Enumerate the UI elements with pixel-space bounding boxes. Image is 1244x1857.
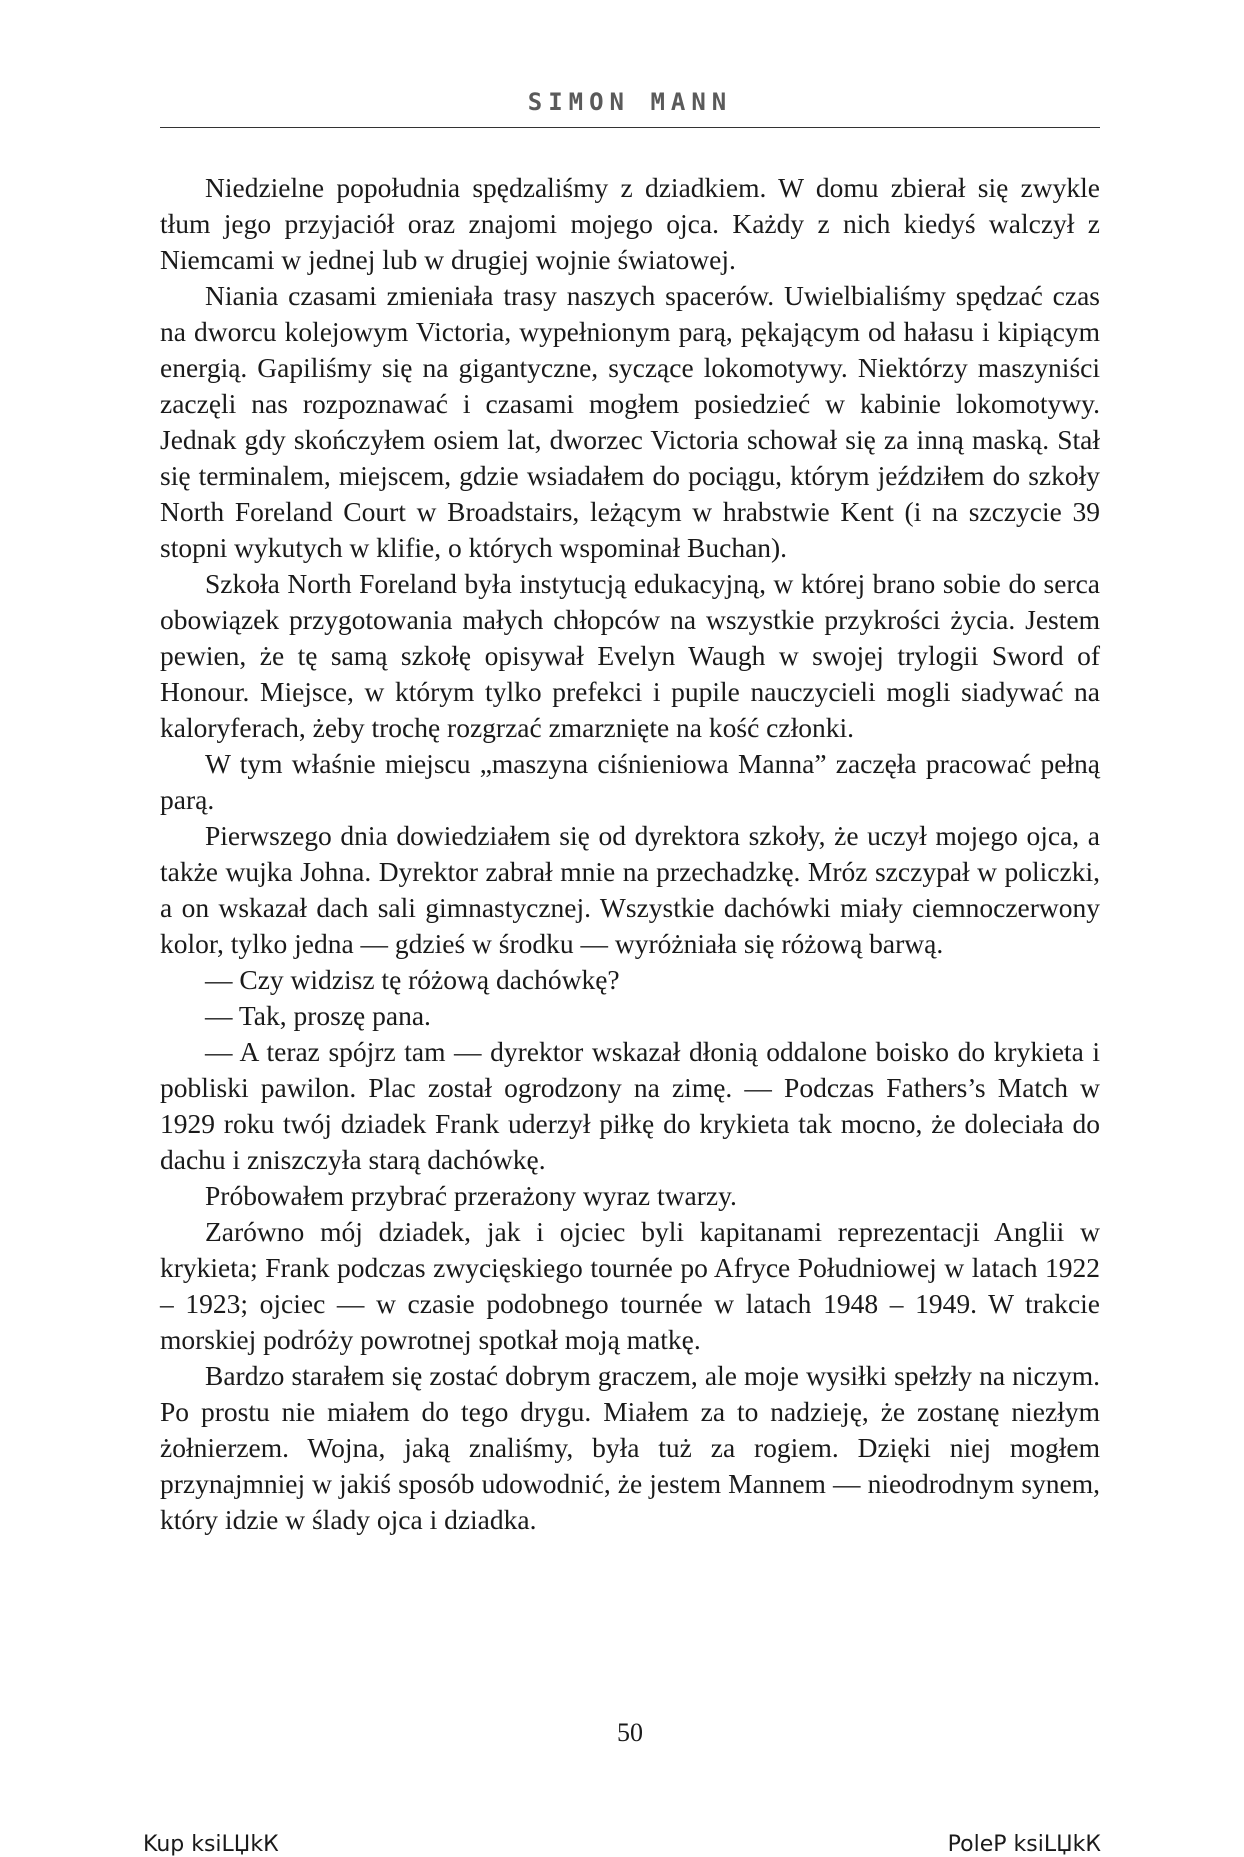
paragraph-9: Próbowałem przybrać przerażony wyraz twarzy. [205, 1180, 737, 1211]
paragraph-8: — A teraz spójrz tam — dyrektor wskazał dłonią oddalone boisko do krykieta i pobliski pawilon. Plac został ogrodzony na zimę. — Podczas Fathers’s Match w 1929 roku twój dziadek Frank uderzył piłkę do krykieta tak mocno, że doleciała do dachu i zniszczyła starą dachówkę. [160, 1036, 1100, 1175]
buy-book-link[interactable]: Kup ksiLЏkК [143, 1832, 279, 1857]
paragraph-2: Niania czasami zmieniała trasy naszych spacerów. Uwielbialiśmy spędzać czas na dworcu kolejowym Victoria, wypełnionym parą, pękającym od hałasu i kipiącym energią. Gapiliśmy się na gigantyczne, syczące lokomotywy. Niektórzy maszyniści zaczęli nas rozpoznawać i czasami mogłem posiedzieć w kabinie lokomotywy. Jednak gdy skończyłem osiem lat, dworzec Victoria schował się za inną maską. Stał się terminalem, miejscem, gdzie wsiadałem do pociągu, którym jeździłem do szkoły North Foreland Court w Broadstairs, leżącym w hrabstwie Kent (i na szczycie 39 stopni wykutych w klifie, o których wspominał Buchan). [160, 280, 1100, 563]
running-header: SIMON MANN [527, 88, 733, 116]
body-text [160, 170, 1100, 1538]
recommend-book-link[interactable]: PoleP ksiLЏkК [947, 1832, 1101, 1857]
paragraph-4: W tym właśnie miejscu „maszyna ciśnieniowa Manna” zaczęła pracować pełną parą. [160, 748, 1100, 815]
paragraph-1: Niedzielne popołudnia spędzaliśmy z dziadkiem. W domu zbierał się zwykle tłum jego przyjaciół oraz znajomi mojego ojca. Każdy z nich kiedyś walczył z Niemcami w jednej lub w drugiej wojnie światowej. [160, 172, 1100, 275]
paragraph-3: Szkoła North Foreland była instytucją edukacyjną, w której brano sobie do serca obowiązek przygotowania małych chłopców na wszystkie przykrości życia. Jestem pewien, że tę samą szkołę opisywał Evelyn Waugh w swojej trylogii Sword of Honour. Miejsce, w którym tylko prefekci i pupile nauczycieli mogli siadywać na kaloryferach, żeby trochę rozgrzać zmarznięte na kość członki. [160, 568, 1100, 743]
paragraph-6: — Czy widzisz tę różową dachówkę? [205, 964, 620, 995]
paragraph-7: — Tak, proszę pana. [205, 1000, 431, 1031]
paragraph-5: Pierwszego dnia dowiedziałem się od dyrektora szkoły, że uczył mojego ojca, a także wujka Johna. Dyrektor zabrał mnie na przechadzkę. Mróz szczypał w policzki, a on wskazał dach sali gimnastycznej. Wszystkie dachówki miały ciemnoczerwony kolor, tylko jedna — gdzieś w środku — wyróżniała się różową barwą. [160, 820, 1100, 959]
header-rule [160, 127, 1100, 128]
paragraph-11: Bardzo starałem się zostać dobrym graczem, ale moje wysiłki spełzły na niczym. Po prostu nie miałem do tego drygu. Miałem za to nadzieję, że zostanę niezłym żołnierzem. Wojna, jaką znaliśmy, była tuż za rogiem. Dzięki niej mogłem przynajmniej w jakiś sposób udowodnić, że jestem Mannem — nieodrodnym synem, który idzie w ślady ojca i dziadka. [160, 1360, 1100, 1535]
paragraph-10: Zarówno mój dziadek, jak i ojciec byli kapitanami reprezentacji Anglii w krykieta; Frank podczas zwycięskiego tournée po Afryce Południowej w latach 1922 – 1923; ojciec — w czasie podobnego tournée w latach 1948 – 1949. W trakcie morskiej podróży powrotnej spotkał moją matkę. [160, 1216, 1100, 1355]
page-number: 50 [617, 1718, 643, 1747]
